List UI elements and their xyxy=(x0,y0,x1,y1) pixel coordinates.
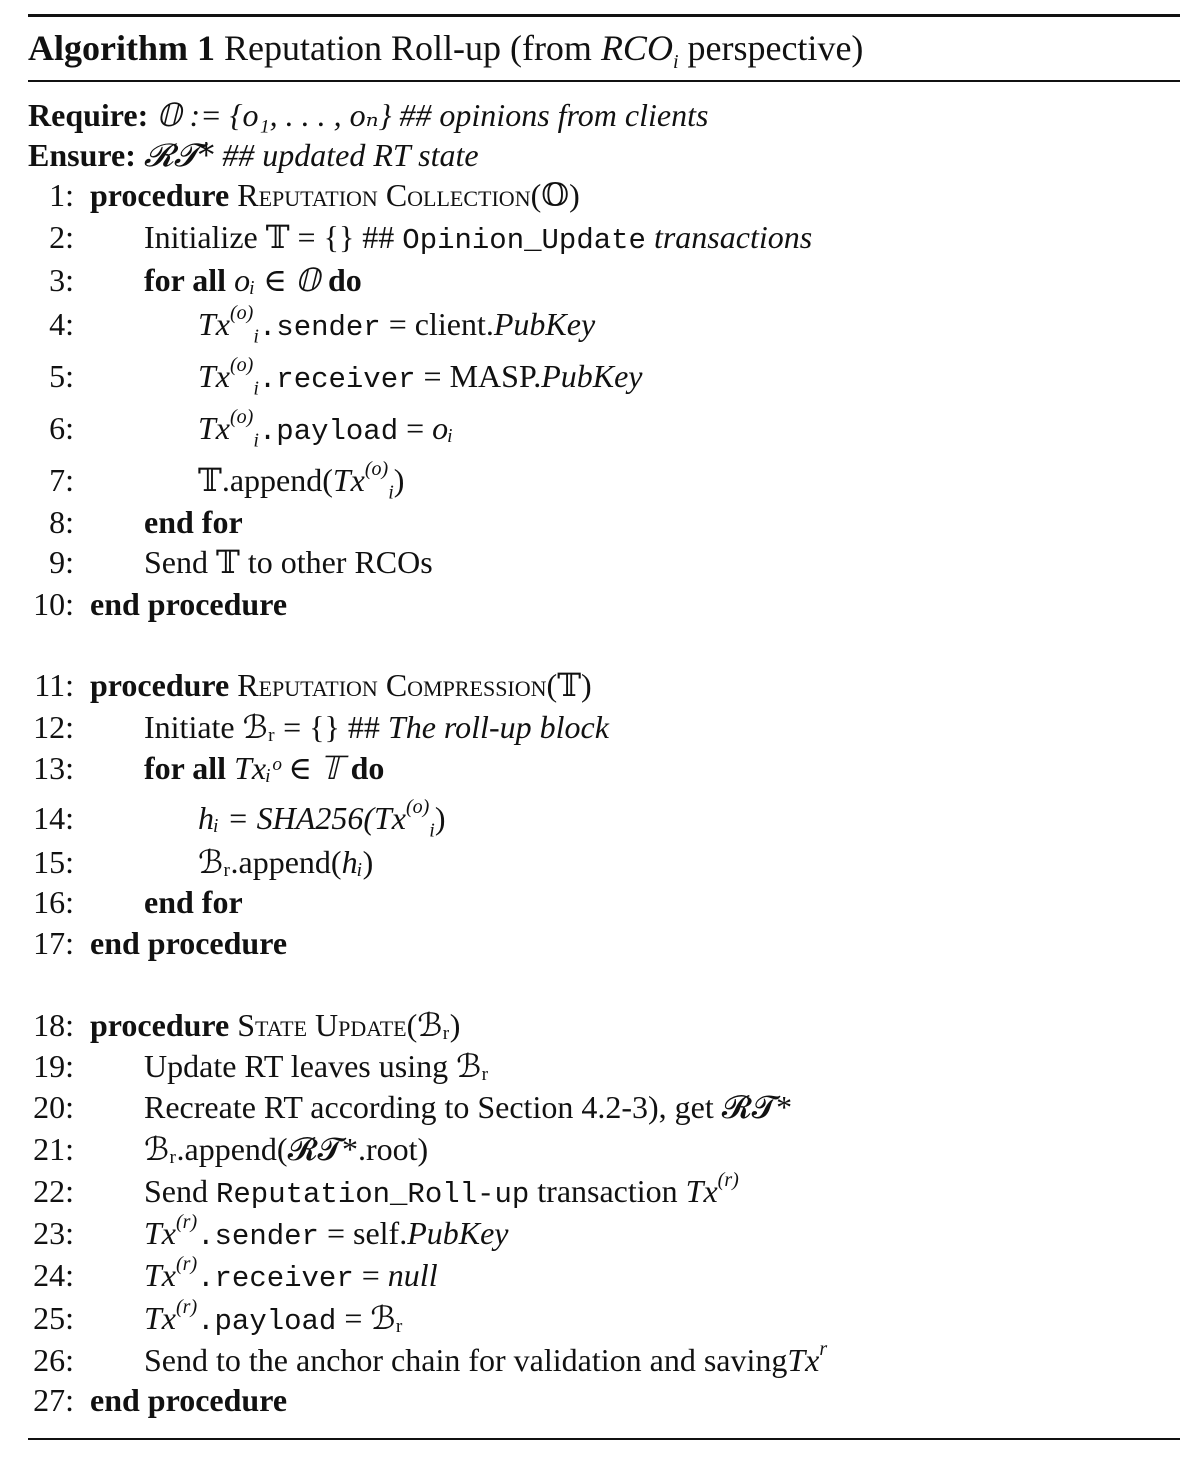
statement-tail: = self. xyxy=(318,1215,408,1251)
algorithm-caption xyxy=(28,24,863,72)
caption-title-math: RCO xyxy=(600,28,673,68)
algorithm-line xyxy=(28,1255,438,1295)
ensure-line xyxy=(28,135,479,175)
line-number: 22: xyxy=(33,1173,74,1209)
line-content xyxy=(90,1169,739,1211)
keyword: for all xyxy=(144,262,227,298)
line-number: 18: xyxy=(33,1007,74,1043)
algorithm-line xyxy=(28,406,454,452)
statement-text: Recreate RT according to Section 4.2-3), get 𝓡𝓣* xyxy=(144,1089,793,1125)
keyword: end for xyxy=(144,884,243,920)
tx-subscript: i xyxy=(253,429,259,452)
statement-italic: PubKey xyxy=(407,1215,509,1251)
line-content xyxy=(90,884,243,920)
statement-text: Initialize 𝕋 = {} ## xyxy=(144,219,403,255)
line-content xyxy=(90,1211,509,1253)
line-content xyxy=(90,262,362,298)
tx-symbol xyxy=(198,406,259,452)
algorithm-line xyxy=(28,1087,792,1127)
line-number: 19: xyxy=(33,1048,74,1084)
algorithm-line xyxy=(28,542,433,582)
line-content xyxy=(90,667,592,703)
algorithm-line xyxy=(28,1129,428,1169)
statement-tail: = xyxy=(353,1257,388,1293)
tx-base: Tx xyxy=(787,1342,820,1378)
tx-superscript: (r) xyxy=(176,1296,198,1319)
loop-expression: oᵢ ∈ 𝕆 xyxy=(234,262,328,298)
line-content xyxy=(90,1007,460,1043)
code-identifier: Opinion_Update xyxy=(402,224,646,257)
statement-tail: = xyxy=(398,410,433,446)
require-line xyxy=(28,95,708,135)
tx-subscript: i xyxy=(253,325,259,348)
tx-base: Tx xyxy=(144,1215,176,1251)
tx-symbol xyxy=(198,354,259,400)
tx-superscript: (o) xyxy=(230,302,254,325)
algorithm-line xyxy=(28,354,643,400)
algorithm-line xyxy=(28,748,384,788)
line-content xyxy=(90,1296,403,1338)
algorithm-line xyxy=(28,260,362,300)
tx-symbol xyxy=(144,1296,198,1336)
keyword: end for xyxy=(144,504,243,540)
algorithm-line xyxy=(28,796,446,842)
code-identifier: .payload xyxy=(258,415,399,448)
tx-base: Tx xyxy=(144,1257,176,1293)
line-content xyxy=(90,302,596,348)
line-content xyxy=(90,1382,287,1418)
line-number: 25: xyxy=(33,1300,74,1336)
line-content xyxy=(90,177,580,213)
tx-superscript: (r) xyxy=(176,1253,198,1276)
line-content xyxy=(90,354,643,400)
algorithm-line xyxy=(28,502,243,542)
line-number: 12: xyxy=(33,709,74,745)
algorithm-line xyxy=(28,584,287,624)
statement-text: ℬᵣ.append(𝓡𝓣*.root) xyxy=(144,1131,429,1167)
tx-symbol xyxy=(332,458,394,504)
line-content xyxy=(90,750,384,786)
line-number: 10: xyxy=(33,586,74,622)
algorithm-line xyxy=(28,217,812,257)
tx-subscript: i xyxy=(429,819,435,842)
algorithm-line xyxy=(28,1340,827,1380)
algorithm-line xyxy=(28,1298,403,1338)
keyword: procedure xyxy=(90,1007,230,1043)
tx-base: Tx xyxy=(198,306,230,342)
statement-close: ) xyxy=(362,844,374,880)
line-number: 2: xyxy=(49,219,74,255)
keyword: for all xyxy=(144,750,227,786)
keyword: end procedure xyxy=(90,925,288,961)
code-identifier: .receiver xyxy=(197,1262,354,1295)
tx-symbol xyxy=(685,1169,739,1209)
caption-label: Algorithm 1 xyxy=(28,28,215,68)
algorithm-line xyxy=(28,458,405,504)
algorithm-line xyxy=(28,882,243,922)
tx-superscript: r xyxy=(819,1338,828,1361)
require-comment: ## opinions from clients xyxy=(399,97,709,133)
tx-superscript: (o) xyxy=(364,458,389,481)
top-rule xyxy=(28,14,1180,17)
line-content xyxy=(90,1338,828,1378)
line-content xyxy=(90,219,812,255)
statement-italic: transactions xyxy=(645,219,813,255)
keyword: end procedure xyxy=(90,1382,288,1418)
line-number: 3: xyxy=(49,262,74,298)
tx-symbol xyxy=(373,796,435,842)
require-text: 𝕆 := {o₁, . . . , oₙ} xyxy=(156,97,392,133)
statement-tail: = client. xyxy=(380,306,494,342)
statement-text: ℬᵣ.append( xyxy=(198,844,342,880)
ensure-comment: ## updated RT state xyxy=(222,137,479,173)
caption-title-end: perspective) xyxy=(678,28,864,68)
procedure-name: Reputation Collection xyxy=(237,177,531,213)
code-identifier: .payload xyxy=(197,1305,337,1338)
statement-text: Send 𝕋 to other RCOs xyxy=(144,544,433,580)
line-number: 16: xyxy=(33,884,74,920)
statement-italic: PubKey xyxy=(541,358,643,394)
statement-text: Update RT leaves using ℬᵣ xyxy=(144,1048,489,1084)
ensure-keyword: Ensure: xyxy=(28,137,136,173)
line-number: 1: xyxy=(49,177,74,213)
procedure-name: Reputation Compression xyxy=(237,667,547,703)
statement-italic: PubKey xyxy=(493,306,596,342)
caption-title: Reputation Roll-up (from xyxy=(223,28,601,68)
algorithm-line xyxy=(28,665,592,705)
code-identifier: .sender xyxy=(258,311,381,344)
statement-tail: transaction xyxy=(529,1173,686,1209)
tx-subscript: i xyxy=(253,377,259,400)
tx-symbol xyxy=(787,1338,828,1378)
tx-base: Tx xyxy=(198,358,230,394)
line-number: 15: xyxy=(33,844,74,880)
tx-symbol xyxy=(144,1211,198,1251)
line-number: 20: xyxy=(33,1089,74,1125)
line-number: 14: xyxy=(33,800,74,836)
caption-rule xyxy=(28,80,1180,82)
line-content xyxy=(90,586,287,622)
algorithm-line xyxy=(28,1380,287,1420)
line-content xyxy=(90,504,243,540)
line-content xyxy=(90,1253,438,1295)
algorithm-line xyxy=(28,175,580,215)
code-identifier: .receiver xyxy=(258,363,416,396)
line-number: 23: xyxy=(33,1215,74,1251)
line-number: 17: xyxy=(33,925,74,961)
statement-text: Initiate ℬᵣ = {} ## xyxy=(144,709,388,745)
require-keyword: Require: xyxy=(28,97,149,133)
line-number: 4: xyxy=(49,306,74,342)
algorithm-line xyxy=(28,1046,489,1086)
line-number: 26: xyxy=(33,1342,74,1378)
statement-tail: to the anchor chain for validation and saving xyxy=(216,1342,788,1378)
statement-italic: The roll-up block xyxy=(387,709,609,745)
statement-tail: ) xyxy=(434,800,446,836)
tx-base: Tx xyxy=(198,410,230,446)
tx-base: Tx xyxy=(332,462,365,498)
line-number: 7: xyxy=(49,462,74,498)
statement-italic: null xyxy=(387,1257,438,1293)
line-content xyxy=(90,709,609,745)
bottom-rule xyxy=(28,1438,1180,1440)
ensure-text: 𝓡𝓣* xyxy=(143,136,215,174)
line-content xyxy=(90,458,405,504)
statement-text: Send xyxy=(144,1342,216,1378)
statement-text: Send xyxy=(144,1173,216,1209)
tx-base: Tx xyxy=(685,1173,718,1209)
line-number: 13: xyxy=(33,750,74,786)
keyword-do: do xyxy=(328,262,362,298)
line-number: 11: xyxy=(34,667,74,703)
loop-expression: Txᵢᵒ ∈ 𝕋 xyxy=(234,750,351,786)
statement-tail: = ℬᵣ xyxy=(336,1300,403,1336)
keyword-do: do xyxy=(350,750,385,786)
code-identifier: .sender xyxy=(197,1220,319,1253)
tx-superscript: (o) xyxy=(405,796,430,819)
line-number: 27: xyxy=(33,1382,74,1418)
procedure-args: (𝕋) xyxy=(546,667,592,703)
tx-base: Tx xyxy=(144,1300,176,1336)
line-content xyxy=(90,406,454,452)
algorithm-line xyxy=(28,923,287,963)
statement-text: 𝕋.append( xyxy=(198,462,333,498)
line-number: 8: xyxy=(49,504,74,540)
line-content xyxy=(90,844,373,880)
algorithm-line xyxy=(28,1213,508,1253)
algorithm-line xyxy=(28,707,609,747)
line-content xyxy=(90,925,287,961)
procedure-name: State Update xyxy=(237,1007,407,1043)
statement-tail: ) xyxy=(393,462,405,498)
line-content xyxy=(90,1131,428,1167)
procedure-args: (𝕆) xyxy=(530,177,580,213)
tx-symbol xyxy=(144,1253,198,1293)
line-content xyxy=(90,1048,489,1084)
statement-italic: hᵢ xyxy=(341,844,363,880)
tx-superscript: (o) xyxy=(230,406,254,429)
tx-superscript: (r) xyxy=(717,1169,739,1192)
line-number: 24: xyxy=(33,1257,74,1293)
line-content xyxy=(90,1089,792,1125)
line-number: 6: xyxy=(49,410,74,446)
statement-math: hᵢ = SHA256( xyxy=(198,800,374,836)
line-number: 21: xyxy=(33,1131,74,1167)
algorithm-line xyxy=(28,1005,460,1045)
tx-superscript: (r) xyxy=(176,1211,198,1234)
tx-symbol xyxy=(198,302,259,348)
keyword: procedure xyxy=(90,177,230,213)
statement-italic: oᵢ xyxy=(432,410,454,446)
statement-tail: = MASP. xyxy=(415,358,542,394)
procedure-args: (ℬᵣ) xyxy=(406,1007,461,1043)
code-identifier: Reputation_Roll-up xyxy=(216,1178,530,1211)
keyword: procedure xyxy=(90,667,230,703)
algorithm-line xyxy=(28,842,373,882)
caption-title-sub: i xyxy=(672,51,679,74)
tx-base: Tx xyxy=(373,800,406,836)
line-content xyxy=(90,796,446,842)
tx-subscript: i xyxy=(388,481,394,504)
keyword: end procedure xyxy=(90,586,288,622)
line-content xyxy=(90,544,433,580)
line-number: 9: xyxy=(49,544,74,580)
tx-superscript: (o) xyxy=(230,354,254,377)
algorithm-line xyxy=(28,1171,739,1211)
algorithm-line xyxy=(28,302,596,348)
line-number: 5: xyxy=(49,358,74,394)
